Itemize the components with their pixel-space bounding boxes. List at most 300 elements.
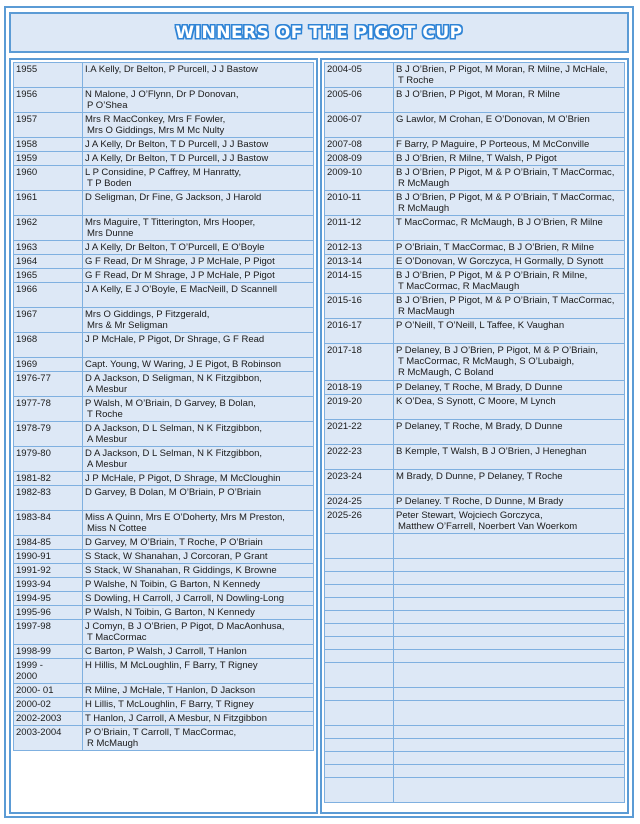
empty-names-cell xyxy=(394,585,625,598)
season-year-text: 1976-77 xyxy=(16,373,51,384)
season-year-text: 2022-23 xyxy=(327,446,362,457)
team-names: Capt. Young, W Waring, J E Pigot, B Robinson xyxy=(85,359,282,370)
empty-names-cell xyxy=(394,739,625,752)
winning-team xyxy=(394,420,625,445)
winners-row xyxy=(325,445,625,470)
team-names: B J O’Brien, P Pigot, M & P O’Briain, T MacCormac, xyxy=(396,295,615,306)
empty-year-cell xyxy=(325,701,394,726)
winners-row xyxy=(14,684,314,698)
team-names: P Delaney. T Roche, D Dunne, M Brady xyxy=(396,496,564,507)
winners-row xyxy=(14,712,314,726)
team-names-continued: T Roche xyxy=(87,409,123,420)
team-names: J A Kelly, Dr Belton, T D Purcell, J J Bastow xyxy=(85,153,269,164)
empty-row xyxy=(325,701,625,726)
empty-names-cell xyxy=(394,663,625,688)
team-names: R Milne, J McHale, T Hanlon, D Jackson xyxy=(85,685,256,696)
season-year xyxy=(14,308,83,333)
empty-year-cell xyxy=(325,585,394,598)
winning-team xyxy=(394,216,625,241)
season-year-text: 1997-98 xyxy=(16,621,51,632)
winning-team xyxy=(394,63,625,88)
season-year xyxy=(325,138,394,152)
season-year xyxy=(14,113,83,138)
team-names-continued: R McMaugh xyxy=(87,738,139,749)
season-year-text: 1998-99 xyxy=(16,646,51,657)
team-names-continued: R McMaugh xyxy=(398,178,450,189)
winners-row xyxy=(14,191,314,216)
empty-row xyxy=(325,752,625,765)
empty-names-cell xyxy=(394,572,625,585)
winning-team xyxy=(394,495,625,509)
season-year xyxy=(325,395,394,420)
winners-row xyxy=(325,344,625,381)
season-year xyxy=(14,63,83,88)
winning-team xyxy=(394,395,625,420)
season-year-text: 2014-15 xyxy=(327,270,362,281)
winning-team xyxy=(394,381,625,395)
season-year-text: 1963 xyxy=(16,242,38,253)
empty-row xyxy=(325,726,625,739)
team-names: B J O’Brien, P Pigot, M & P O’Briain, R Milne, xyxy=(396,270,588,281)
team-names: Mrs Maguire, T Titterington, Mrs Hooper, xyxy=(85,217,256,228)
season-year xyxy=(325,420,394,445)
team-names: P Walsh, N Toibin, G Barton, N Kennedy xyxy=(85,607,255,618)
empty-row xyxy=(325,598,625,611)
winners-row xyxy=(325,420,625,445)
team-names: T MacCormac, R McMaugh, B J O’Brien, R Milne xyxy=(396,217,603,228)
season-year-text: 1991-92 xyxy=(16,565,51,576)
season-year xyxy=(14,358,83,372)
winning-team xyxy=(394,255,625,269)
left-column xyxy=(9,58,318,814)
team-names: M Brady, D Dunne, P Delaney, T Roche xyxy=(396,471,563,482)
season-year xyxy=(325,166,394,191)
winning-team xyxy=(83,472,314,486)
empty-names-cell xyxy=(394,559,625,572)
winning-team xyxy=(394,241,625,255)
season-year xyxy=(14,422,83,447)
season-year-text: 2025-26 xyxy=(327,510,362,521)
season-year xyxy=(325,63,394,88)
team-names: S Dowling, H Carroll, J Carroll, N Dowling-Long xyxy=(85,593,285,604)
winning-team xyxy=(83,447,314,472)
empty-names-cell xyxy=(394,637,625,650)
season-year-text: 2013-14 xyxy=(327,256,362,267)
team-names: J P McHale, P Pigot, D Shrage, M McCloughin xyxy=(85,473,281,484)
team-names: P O’Neill, T O’Neill, L Taffee, K Vaughan xyxy=(396,320,565,331)
team-names: J P McHale, P Pigot, Dr Shrage, G F Read xyxy=(85,334,265,345)
winning-team xyxy=(394,294,625,319)
winners-row xyxy=(14,472,314,486)
winners-row xyxy=(14,166,314,191)
season-year-text: 2010-11 xyxy=(327,192,362,203)
season-year-text: 1960 xyxy=(16,167,38,178)
season-year-text: 1962 xyxy=(16,217,38,228)
winners-row xyxy=(14,372,314,397)
winners-row xyxy=(14,564,314,578)
team-names: P Delaney, B J O’Brien, P Pigot, M & P O’Briain, xyxy=(396,345,599,356)
empty-year-cell xyxy=(325,598,394,611)
team-names: Mrs O Giddings, P Fitzgerald, xyxy=(85,309,210,320)
winning-team xyxy=(83,564,314,578)
winning-team xyxy=(83,269,314,283)
season-year xyxy=(14,138,83,152)
season-year-text: 1955 xyxy=(16,64,38,75)
team-names: H Lillis, T McLoughlin, F Barry, T Rigney xyxy=(85,699,254,710)
season-year-text: 1981-82 xyxy=(16,473,51,484)
team-names: B J O’Brien, P Pigot, M & P O’Briain, T MacCormac, xyxy=(396,167,615,178)
season-year xyxy=(14,620,83,645)
team-names: B J O’Brien, P Pigot, M Moran, R Milne xyxy=(396,89,561,100)
winners-row xyxy=(325,269,625,294)
empty-names-cell xyxy=(394,598,625,611)
team-names-continued: Mrs Dunne xyxy=(87,228,134,239)
team-names: Miss A Quinn, Mrs E O’Doherty, Mrs M Preston, xyxy=(85,512,285,523)
team-names: L P Considine, P Caffrey, M Hanratty, xyxy=(85,167,242,178)
team-names: H Hillis, M McLoughlin, F Barry, T Rigney xyxy=(85,660,258,671)
season-year xyxy=(14,592,83,606)
winners-row xyxy=(14,592,314,606)
winners-row xyxy=(325,509,625,534)
empty-row xyxy=(325,739,625,752)
empty-names-cell xyxy=(394,726,625,739)
team-names-continued: P O’Shea xyxy=(87,100,128,111)
team-names: P Delaney, T Roche, M Brady, D Dunne xyxy=(396,382,563,393)
season-year-text: 2000- 01 xyxy=(16,685,54,696)
season-year xyxy=(14,472,83,486)
empty-row xyxy=(325,663,625,688)
left-winners-table xyxy=(13,62,314,751)
season-year-text: 1966 xyxy=(16,284,38,295)
team-names: G F Read, Dr M Shrage, J P McHale, P Pigot xyxy=(85,256,275,267)
winners-row xyxy=(14,88,314,113)
winners-row xyxy=(14,698,314,712)
season-year-text: 1965 xyxy=(16,270,38,281)
winners-row xyxy=(14,422,314,447)
empty-year-cell xyxy=(325,559,394,572)
winners-row xyxy=(325,63,625,88)
winners-row xyxy=(325,470,625,495)
season-year xyxy=(325,495,394,509)
winning-team xyxy=(83,645,314,659)
season-year xyxy=(14,241,83,255)
season-year xyxy=(14,372,83,397)
winning-team xyxy=(394,509,625,534)
winners-row xyxy=(14,511,314,536)
season-year-text: 2009-10 xyxy=(327,167,362,178)
empty-names-cell xyxy=(394,778,625,803)
winners-row xyxy=(325,495,625,509)
winning-team xyxy=(83,486,314,511)
season-year xyxy=(325,319,394,344)
winners-row xyxy=(325,216,625,241)
winning-team xyxy=(394,445,625,470)
winners-row xyxy=(325,88,625,113)
season-year-text: 2000-02 xyxy=(16,699,51,710)
season-year xyxy=(14,191,83,216)
winners-row xyxy=(325,294,625,319)
season-year xyxy=(14,447,83,472)
winners-row xyxy=(14,283,314,308)
season-year-text: 1999 - xyxy=(16,660,43,671)
winners-row xyxy=(325,166,625,191)
winning-team xyxy=(83,592,314,606)
season-year xyxy=(14,511,83,536)
empty-year-cell xyxy=(325,637,394,650)
team-names: P Walshe, N Toibin, G Barton, N Kennedy xyxy=(85,579,261,590)
team-names: T Hanlon, J Carroll, A Mesbur, N Fitzgibbon xyxy=(85,713,267,724)
team-names-continued: R McMaugh xyxy=(398,203,450,214)
winners-row xyxy=(325,191,625,216)
season-year-text: 1958 xyxy=(16,139,38,150)
season-year xyxy=(14,269,83,283)
season-year xyxy=(14,726,83,751)
winning-team xyxy=(83,422,314,447)
winning-team xyxy=(83,358,314,372)
winning-team xyxy=(83,113,314,138)
winners-row xyxy=(14,606,314,620)
winners-row xyxy=(14,152,314,166)
season-year-text: 1984-85 xyxy=(16,537,51,548)
empty-names-cell xyxy=(394,624,625,637)
winners-row xyxy=(14,216,314,241)
season-year-text: 2011-12 xyxy=(327,217,362,228)
winning-team xyxy=(83,166,314,191)
team-names: D A Jackson, D Seligman, N K Fitzgibbon, xyxy=(85,373,262,384)
season-year xyxy=(325,294,394,319)
season-year-text: 1969 xyxy=(16,359,38,370)
season-year-text-line2: 2000 xyxy=(16,671,38,682)
season-year-text: 1967 xyxy=(16,309,38,320)
season-year xyxy=(325,152,394,166)
winning-team xyxy=(83,255,314,269)
winning-team xyxy=(83,550,314,564)
winners-row xyxy=(14,269,314,283)
empty-names-cell xyxy=(394,650,625,663)
season-year-text: 2003-2004 xyxy=(16,727,62,738)
winners-row xyxy=(325,152,625,166)
winners-row xyxy=(14,578,314,592)
empty-row xyxy=(325,611,625,624)
winning-team xyxy=(83,283,314,308)
season-year xyxy=(14,333,83,358)
season-year xyxy=(325,509,394,534)
season-year xyxy=(14,578,83,592)
winning-team xyxy=(83,372,314,397)
winning-team xyxy=(83,698,314,712)
empty-row xyxy=(325,572,625,585)
season-year xyxy=(325,241,394,255)
winning-team xyxy=(83,712,314,726)
team-names-continued: A Mesbur xyxy=(87,384,128,395)
winning-team xyxy=(394,269,625,294)
empty-year-cell xyxy=(325,688,394,701)
winning-team xyxy=(83,684,314,698)
winners-row xyxy=(14,659,314,684)
season-year-text: 2018-19 xyxy=(327,382,362,393)
season-year-text: 1957 xyxy=(16,114,38,125)
season-year xyxy=(325,269,394,294)
season-year xyxy=(14,536,83,550)
season-year-text: 1978-79 xyxy=(16,423,51,434)
team-names-continued: Miss N Cottee xyxy=(87,523,147,534)
season-year xyxy=(14,283,83,308)
winners-row xyxy=(325,319,625,344)
season-year xyxy=(14,606,83,620)
season-year-text: 2019-20 xyxy=(327,396,362,407)
empty-names-cell xyxy=(394,701,625,726)
team-names-continued: T MacCormac xyxy=(87,632,147,643)
winners-row xyxy=(14,397,314,422)
season-year xyxy=(14,486,83,511)
team-names: S Stack, W Shanahan, R Giddings, K Browne xyxy=(85,565,277,576)
empty-names-cell xyxy=(394,611,625,624)
winners-row xyxy=(14,486,314,511)
winning-team xyxy=(83,578,314,592)
season-year xyxy=(14,88,83,113)
empty-year-cell xyxy=(325,650,394,663)
team-names: I.A Kelly, Dr Belton, P Purcell, J J Bastow xyxy=(85,64,258,75)
season-year-text: 1956 xyxy=(16,89,38,100)
team-names-continued: T Roche xyxy=(398,75,434,86)
season-year-text: 1961 xyxy=(16,192,38,203)
winning-team xyxy=(83,397,314,422)
season-year-text: 1983-84 xyxy=(16,512,51,523)
season-year-text: 2007-08 xyxy=(327,139,362,150)
season-year-text: 2006-07 xyxy=(327,114,362,125)
season-year xyxy=(14,698,83,712)
season-year-text: 2023-24 xyxy=(327,471,362,482)
season-year xyxy=(14,684,83,698)
team-names-continued: R McMaugh, C Boland xyxy=(398,367,494,378)
empty-year-cell xyxy=(325,778,394,803)
winners-row xyxy=(14,113,314,138)
winning-team xyxy=(83,620,314,645)
team-names-continued: A Mesbur xyxy=(87,434,128,445)
team-names: D Garvey, B Dolan, M O’Briain, P O’Briain xyxy=(85,487,261,498)
winning-team xyxy=(83,216,314,241)
team-names: J Comyn, B J O’Brien, P Pigot, D MacAonhusa, xyxy=(85,621,285,632)
winning-team xyxy=(83,333,314,358)
winning-team xyxy=(83,241,314,255)
season-year xyxy=(325,381,394,395)
team-names: G F Read, Dr M Shrage, J P McHale, P Pigot xyxy=(85,270,275,281)
team-names: B Kemple, T Walsh, B J O’Brien, J Heneghan xyxy=(396,446,587,457)
season-year xyxy=(14,255,83,269)
winning-team xyxy=(394,166,625,191)
empty-row xyxy=(325,585,625,598)
empty-year-cell xyxy=(325,611,394,624)
winning-team xyxy=(394,152,625,166)
empty-row xyxy=(325,534,625,559)
team-names: P Delaney, T Roche, M Brady, D Dunne xyxy=(396,421,563,432)
season-year xyxy=(325,344,394,381)
team-names: D A Jackson, D L Selman, N K Fitzgibbon, xyxy=(85,448,263,459)
winning-team xyxy=(394,344,625,381)
title-banner xyxy=(9,12,629,53)
winners-row xyxy=(14,550,314,564)
winners-row xyxy=(14,358,314,372)
season-year-text: 1959 xyxy=(16,153,38,164)
team-names-continued: T MacCormac, R McMaugh, S O’Lubaigh, xyxy=(398,356,575,367)
team-names: J A Kelly, Dr Belton, T O’Purcell, E O’Boyle xyxy=(85,242,265,253)
right-winners-table xyxy=(324,62,625,803)
season-year-text: 2004-05 xyxy=(327,64,362,75)
season-year xyxy=(325,88,394,113)
winners-row xyxy=(14,620,314,645)
empty-year-cell xyxy=(325,752,394,765)
team-names-continued: Mrs O Giddings, Mrs M Mc Nulty xyxy=(87,125,225,136)
empty-names-cell xyxy=(394,752,625,765)
empty-row xyxy=(325,637,625,650)
winning-team xyxy=(83,536,314,550)
season-year-text: 1979-80 xyxy=(16,448,51,459)
season-year-text: 1977-78 xyxy=(16,398,51,409)
team-names: C Barton, P Walsh, J Carroll, T Hanlon xyxy=(85,646,247,657)
season-year-text: 2002-2003 xyxy=(16,713,62,724)
winners-row xyxy=(325,138,625,152)
winners-row xyxy=(14,447,314,472)
team-names: P O’Briain, T Carroll, T MacCormac, xyxy=(85,727,237,738)
team-names-continued: Mrs & Mr Seligman xyxy=(87,320,168,331)
empty-names-cell xyxy=(394,765,625,778)
winners-row xyxy=(14,63,314,88)
season-year xyxy=(14,712,83,726)
team-names: N Malone, J O’Flynn, Dr P Donovan, xyxy=(85,89,239,100)
empty-names-cell xyxy=(394,534,625,559)
team-names: B J O’Brien, P Pigot, M Moran, R Milne, J McHale, xyxy=(396,64,608,75)
season-year xyxy=(14,659,83,684)
season-year xyxy=(325,470,394,495)
team-names-continued: T MacCormac, R MacMaugh xyxy=(398,281,520,292)
season-year-text: 2024-25 xyxy=(327,496,362,507)
season-year-text: 1995-96 xyxy=(16,607,51,618)
empty-row xyxy=(325,650,625,663)
team-names: B J O’Brien, P Pigot, M & P O’Briain, T MacCormac, xyxy=(396,192,615,203)
winning-team xyxy=(83,152,314,166)
winners-row xyxy=(14,138,314,152)
winning-team xyxy=(394,88,625,113)
season-year-text: 2008-09 xyxy=(327,153,362,164)
season-year-text: 2005-06 xyxy=(327,89,362,100)
winning-team xyxy=(83,88,314,113)
empty-row xyxy=(325,778,625,803)
winning-team xyxy=(394,319,625,344)
season-year xyxy=(325,445,394,470)
season-year xyxy=(14,564,83,578)
winning-team xyxy=(83,63,314,88)
season-year-text: 1990-91 xyxy=(16,551,51,562)
season-year-text: 1968 xyxy=(16,334,38,345)
season-year-text: 1982-83 xyxy=(16,487,51,498)
season-year-text: 2021-22 xyxy=(327,421,362,432)
empty-row xyxy=(325,688,625,701)
team-names: D A Jackson, D L Selman, N K Fitzgibbon, xyxy=(85,423,263,434)
winning-team xyxy=(83,726,314,751)
empty-year-cell xyxy=(325,534,394,559)
winning-team xyxy=(83,606,314,620)
team-names: J A Kelly, Dr Belton, T D Purcell, J J Bastow xyxy=(85,139,269,150)
empty-year-cell xyxy=(325,765,394,778)
season-year xyxy=(14,645,83,659)
season-year xyxy=(325,216,394,241)
team-names: Mrs R MacConkey, Mrs F Fowler, xyxy=(85,114,226,125)
empty-row xyxy=(325,624,625,637)
empty-names-cell xyxy=(394,688,625,701)
season-year xyxy=(325,255,394,269)
winning-team xyxy=(394,470,625,495)
team-names: P Walsh, M O’Briain, D Garvey, B Dolan, xyxy=(85,398,256,409)
